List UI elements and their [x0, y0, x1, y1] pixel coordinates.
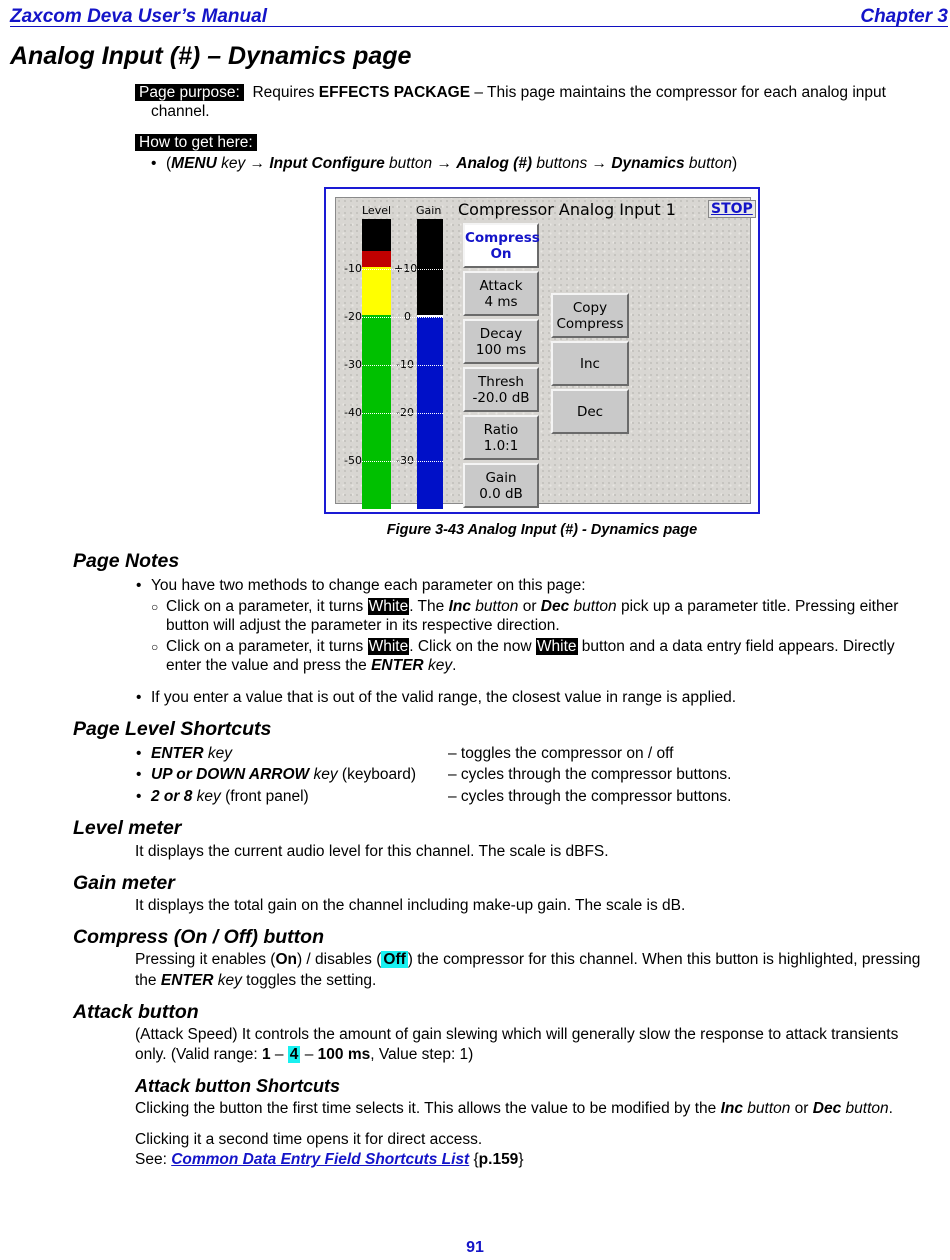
ratio-button[interactable]	[463, 415, 539, 460]
how-to-path: • (MENU key → Input Configure button → Analog (#) buttons → Dynamics button)	[166, 154, 737, 174]
text: only. (Valid range:	[135, 1046, 262, 1063]
effects-package: EFFECTS PACKAGE	[318, 84, 471, 101]
grid-line	[362, 413, 443, 414]
notes-sub-1-line2: button will adjust the parameter in its respective direction.	[166, 617, 560, 634]
grid-line	[362, 365, 443, 366]
attack-text-2	[135, 1046, 473, 1064]
text: Clicking the button the first time selects it. This allows the value to be modified by the	[135, 1100, 721, 1117]
text: Click on a parameter, it turns	[166, 638, 368, 655]
text: (front panel)	[220, 788, 309, 805]
level-tick: -40	[344, 406, 362, 419]
input-configure: Input Configure	[269, 155, 385, 172]
chapter-label: Chapter 3	[860, 6, 948, 27]
button-word: button	[384, 155, 437, 172]
text: button	[742, 1100, 791, 1117]
page-notes-heading: Page Notes	[73, 550, 180, 572]
manual-title: Zaxcom Deva User’s Manual	[10, 6, 267, 27]
text: /	[207, 926, 224, 948]
text: , Value step: 1)	[370, 1046, 474, 1063]
text: toggles the setting.	[241, 972, 377, 989]
stop-button[interactable]: STOP	[708, 200, 756, 218]
range-max: 100 ms	[317, 1046, 371, 1063]
text: ) button	[251, 926, 324, 948]
dec-ref: Dec	[812, 1100, 842, 1117]
button-line2: 4 ms	[484, 293, 518, 310]
gain-button[interactable]	[463, 463, 539, 508]
text: pick up a parameter title. Pressing either	[616, 598, 899, 615]
text: key	[213, 972, 242, 989]
grid-line	[362, 461, 443, 462]
text: Pressing it enables (	[135, 951, 276, 968]
text: –	[270, 1046, 288, 1063]
enter-key: ENTER	[151, 745, 204, 762]
range-default: 4	[289, 1046, 299, 1063]
text: key	[203, 745, 232, 762]
button-line1: Compress	[465, 229, 540, 246]
text: . Click on the now	[409, 638, 536, 655]
compress-text-2	[135, 972, 376, 990]
purpose-text-2: – This page maintains the compressor for each analog input	[470, 84, 886, 101]
button-line2: -20.0 dB	[472, 389, 530, 406]
text: key	[192, 788, 221, 805]
text: key	[423, 657, 453, 674]
notes-bullet-1: • You have two methods to change each parameter on this page:	[151, 577, 586, 595]
text: or	[518, 598, 541, 615]
gain-tick: +10	[394, 262, 418, 275]
button-line1: Thresh	[478, 373, 524, 390]
up-key: UP	[151, 766, 172, 783]
shortcut-desc-3: – cycles through the compressor buttons.	[448, 788, 732, 805]
text: button and a data entry field appears. Directly	[577, 638, 895, 655]
see-line	[135, 1151, 524, 1169]
gain-meter-heading: Gain meter	[73, 872, 175, 894]
text: Off	[223, 926, 252, 948]
button-line1: Inc	[580, 355, 600, 372]
attack-button[interactable]	[463, 271, 539, 316]
button-line1: Gain	[485, 469, 517, 486]
level-meter	[362, 219, 391, 509]
button-line1: Ratio	[483, 421, 519, 438]
white-label: White	[368, 598, 409, 615]
buttons-word: buttons	[532, 155, 592, 172]
shortcuts-heading: Page Level Shortcuts	[73, 718, 272, 740]
on-word: On	[275, 951, 297, 968]
screen-title: Compressor Analog Input 1	[458, 200, 676, 219]
text: {	[469, 1151, 479, 1168]
button-line2: 100 ms	[475, 341, 527, 358]
gain-meter-text: It displays the total gain on the channel including make-up gain. The scale is dB.	[135, 897, 686, 914]
page-purpose-label: Page purpose:	[135, 84, 244, 101]
text: On	[180, 926, 208, 948]
off-word: Off	[383, 951, 406, 968]
level-tick: -30	[344, 358, 362, 371]
level-yellow-segment	[362, 267, 391, 315]
arrow-icon: →	[436, 155, 452, 172]
how-to-label: How to get here:	[135, 134, 257, 151]
inc-ref: Inc	[448, 598, 471, 615]
page-title: Analog Input (#) – Dynamics page	[10, 42, 412, 70]
gain-tick: -30	[396, 454, 414, 467]
button-line1: Copy	[572, 299, 608, 316]
text: or	[790, 1100, 813, 1117]
text: ) the compressor for this channel. When this button is highlighted, pressing	[407, 951, 921, 968]
compress-heading	[73, 926, 324, 949]
page-purpose	[135, 83, 945, 103]
button-line1: Attack	[479, 277, 523, 294]
shortcut-row-3	[151, 788, 309, 806]
button-line2: Compress	[556, 315, 624, 332]
text: enter the value and press the	[166, 657, 372, 674]
button-line2: 1.0:1	[483, 437, 519, 454]
text: button	[470, 598, 519, 615]
copy-compress-button[interactable]	[551, 293, 629, 338]
attack-shortcut-1	[135, 1100, 950, 1118]
shortcut-desc-2: – cycles through the compressor buttons.	[448, 766, 732, 783]
level-red-segment	[362, 251, 391, 267]
button-word: button	[684, 155, 732, 172]
keys-2-8: 2 or 8	[151, 788, 193, 805]
gain-tick: -10	[396, 358, 414, 371]
button-line2: On	[490, 245, 512, 262]
dec-button[interactable]	[551, 389, 629, 434]
white-label: White	[368, 638, 409, 655]
compress-on-button[interactable]	[463, 223, 539, 268]
button-line1: Decay	[479, 325, 523, 342]
gain-label: Gain	[416, 204, 442, 217]
compress-text-1	[135, 951, 950, 969]
compressor-screen	[335, 197, 751, 504]
text: button	[841, 1100, 889, 1117]
purpose-line2: channel.	[151, 103, 210, 120]
enter-key: ENTER	[371, 657, 424, 674]
text: . The	[409, 598, 449, 615]
button-line2: 0.0 dB	[479, 485, 523, 502]
level-green-segment	[362, 315, 391, 509]
white-label: White	[536, 638, 577, 655]
gain-tick: 0	[404, 310, 411, 323]
grid-line	[362, 269, 443, 270]
shortcuts-list-link[interactable]: Common Data Entry Field Shortcuts List	[171, 1151, 470, 1168]
figure-screenshot	[324, 187, 760, 514]
purpose-text: Requires	[252, 84, 319, 101]
text: }	[518, 1151, 524, 1168]
notes-bullet-2: • If you enter a value that is out of the valid range, the closest value in range is applied.	[151, 689, 736, 707]
text: (keyboard)	[337, 766, 417, 783]
text: Click on a parameter, it turns	[166, 598, 368, 615]
shortcut-row-1	[151, 745, 232, 763]
level-meter-heading: Level meter	[73, 817, 182, 839]
notes-sub-2-line2: enter the value and press the ENTER key.	[166, 657, 457, 674]
text: .	[888, 1100, 893, 1117]
text: or	[171, 766, 197, 783]
gain-meter	[417, 219, 443, 509]
enter-key: ENTER	[160, 972, 214, 989]
attack-text-1: (Attack Speed) It controls the amount of gain slewing which will generally slow the response to attack transients	[135, 1026, 899, 1043]
inc-button[interactable]	[551, 341, 629, 386]
text: key	[309, 766, 338, 783]
level-label: Level	[362, 204, 392, 217]
text: –	[300, 1046, 318, 1063]
level-tick: -20	[344, 310, 362, 323]
key-word: key	[216, 155, 250, 172]
text: Compress (	[73, 926, 181, 948]
page-number: 91	[466, 1239, 484, 1256]
figure-caption: Figure 3-43 Analog Input (#) - Dynamics page	[386, 522, 698, 538]
arrow-icon: →	[249, 155, 266, 172]
gain-tick: -20	[396, 406, 414, 419]
dynamics-button: Dynamics	[611, 155, 685, 172]
decay-button[interactable]	[463, 319, 539, 364]
shortcut-desc-1: – toggles the compressor on / off	[448, 745, 674, 762]
grid-line	[362, 317, 443, 318]
text: the	[135, 972, 161, 989]
level-tick: -10	[344, 262, 362, 275]
attack-shortcut-2: Clicking it a second time opens it for direct access.	[135, 1131, 483, 1148]
dec-ref: Dec	[540, 598, 570, 615]
arrow-icon: →	[591, 155, 608, 172]
notes-sub-1	[166, 597, 950, 617]
attack-heading: Attack button	[73, 1001, 199, 1023]
level-tick: -50	[344, 454, 362, 467]
inc-ref: Inc	[720, 1100, 743, 1117]
attack-shortcuts-heading: Attack button Shortcuts	[135, 1076, 340, 1096]
thresh-button[interactable]	[463, 367, 539, 412]
text: ) / disables (	[296, 951, 382, 968]
shortcut-row-2	[151, 766, 416, 784]
text: See:	[135, 1151, 172, 1168]
range-min: 1	[261, 1046, 271, 1063]
menu-key: MENU	[171, 155, 217, 172]
text: button	[569, 598, 617, 615]
running-header	[10, 6, 948, 27]
how-to-label-wrap	[135, 133, 257, 153]
button-line1: Dec	[576, 403, 604, 420]
page-ref: p.159	[478, 1151, 519, 1168]
analog-buttons: Analog (#)	[456, 155, 533, 172]
notes-sub-2	[166, 637, 950, 657]
level-meter-text: It displays the current audio level for this channel. The scale is dBFS.	[135, 843, 609, 860]
down-arrow-key: DOWN ARROW	[196, 766, 310, 783]
